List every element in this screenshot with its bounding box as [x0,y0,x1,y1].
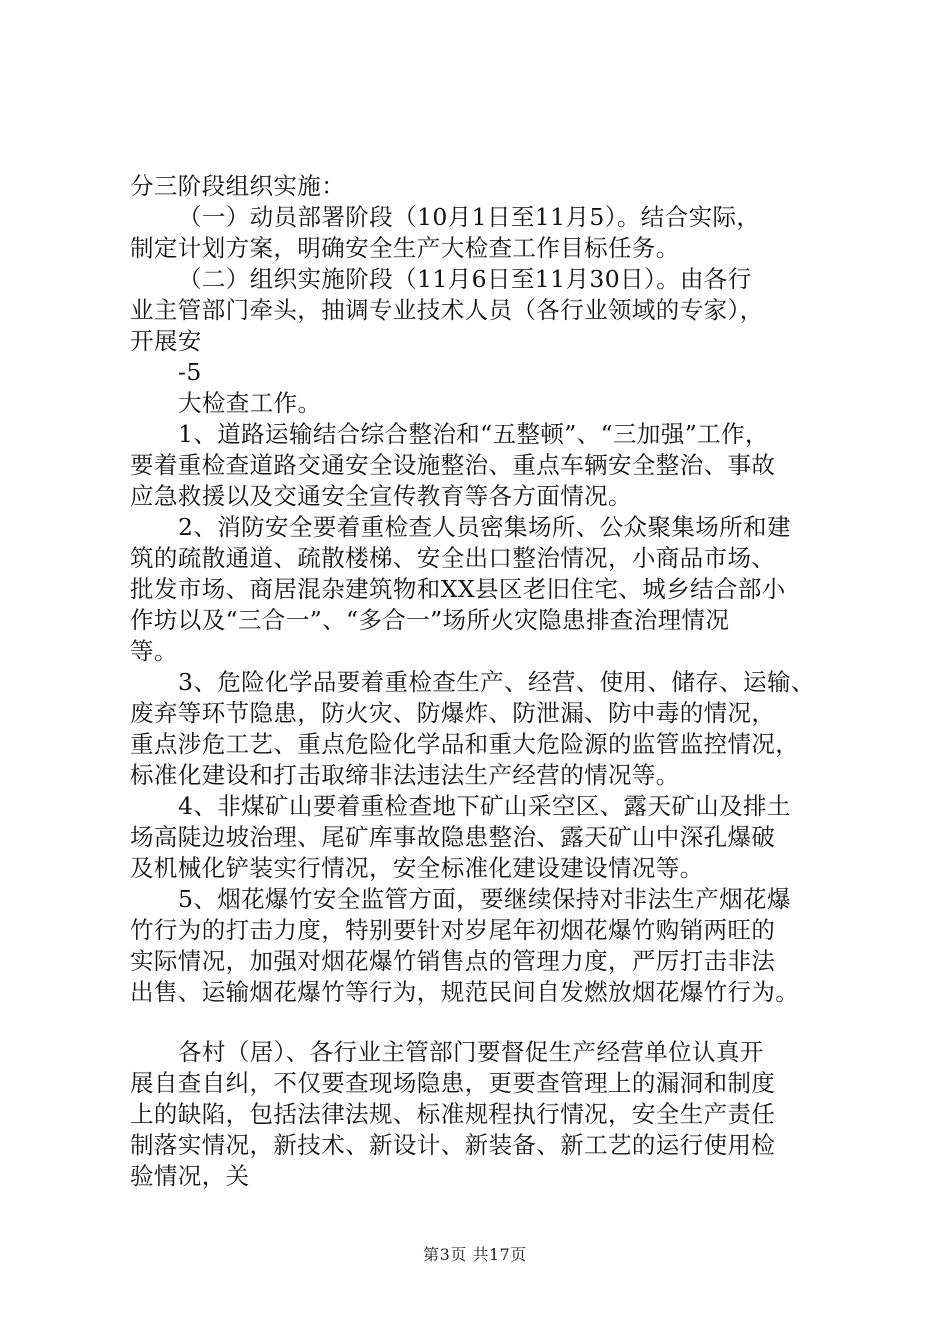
text-line: 5、烟花爆竹安全监管方面，要继续保持对非法生产烟花爆 [178,885,791,913]
text-line: 验情况，关 [130,1162,250,1190]
text-line: 实际情况，加强对烟花爆竹销售点的管理力度，严厉打击非法 [130,947,776,975]
text-line: 场高陡边坡治理、尾矿库事故隐患整治、露天矿山中深孔爆破 [130,823,776,851]
text-line: 展自查自纠，不仅要查现场隐患，更要查管理上的漏洞和制度 [130,1069,776,1097]
text-line: 废弃等环节隐患，防火灾、防爆炸、防泄漏、防中毒的情况， [130,699,776,727]
text-line: 业主管部门牵头，抽调专业技术人员（各行业领域的专家）， [130,296,764,324]
text-line: 4、非煤矿山要着重检查地下矿山采空区、露天矿山及排土 [178,792,791,820]
text-line: 等。 [130,637,178,665]
text-line: 出售、运输烟花爆竹等行为，规范民间自发燃放烟花爆竹行为。 [130,978,800,1006]
text-line: 2、消防安全要着重检查人员密集场所、公众聚集场所和建 [178,513,791,541]
document-body [130,171,860,1192]
text-line: 制定计划方案，明确安全生产大检查工作目标任务。 [130,234,680,262]
text-line: 大检查工作。 [178,389,322,417]
text-line: 批发市场、商居混杂建筑物和XX县区老旧住宅、城乡结合部小 [130,575,786,603]
text-line: 上的缺陷，包括法律法规、标准规程执行情况，安全生产责任 [130,1100,776,1128]
text-line: 1、道路运输结合综合整治和“五整顿”、“三加强”工作， [178,420,769,448]
page-footer [0,1242,950,1265]
text-line: 分三阶段组织实施： [130,172,346,200]
text-line: 应急救援以及交通安全宣传教育等各方面情况。 [130,482,632,510]
page-number-label: 第3页 共17页 [423,1245,527,1264]
text-line: 要着重检查道路交通安全设施整治、重点车辆安全整治、事故 [130,451,776,479]
text-line: （一）动员部署阶段（10月1日至11月5）。结合实际， [178,203,761,231]
text-line: 重点涉危工艺、重点危险化学品和重大危险源的监管监控情况， [130,730,800,758]
text-line: 筑的疏散通道、疏散楼梯、安全出口整治情况，小商品市场、 [130,544,776,572]
text-line: -5 [178,358,202,386]
text-line: 制落实情况，新技术、新设计、新装备、新工艺的运行使用检 [130,1131,776,1159]
text-line: 作坊以及“三合一”、“多合一”场所火灾隐患排查治理情况 [130,606,730,634]
text-line: 竹行为的打击力度，特别要针对岁尾年初烟花爆竹购销两旺的 [130,916,776,944]
text-line: 开展安 [130,327,202,355]
text-line: 标准化建设和打击取缔非法违法生产经营的情况等。 [130,761,680,789]
text-line: 各村（居）、各行业主管部门要督促生产经营单位认真开 [178,1038,764,1066]
text-line: 及机械化铲装实行情况，安全标准化建设建设情况等。 [130,854,704,882]
text-line: （二）组织实施阶段（11月6日至11月30日）。由各行 [178,265,752,293]
text-line: 3、危险化学品要着重检查生产、经营、使用、储存、运输、 [178,668,815,696]
paragraph-gap [130,1008,860,1037]
